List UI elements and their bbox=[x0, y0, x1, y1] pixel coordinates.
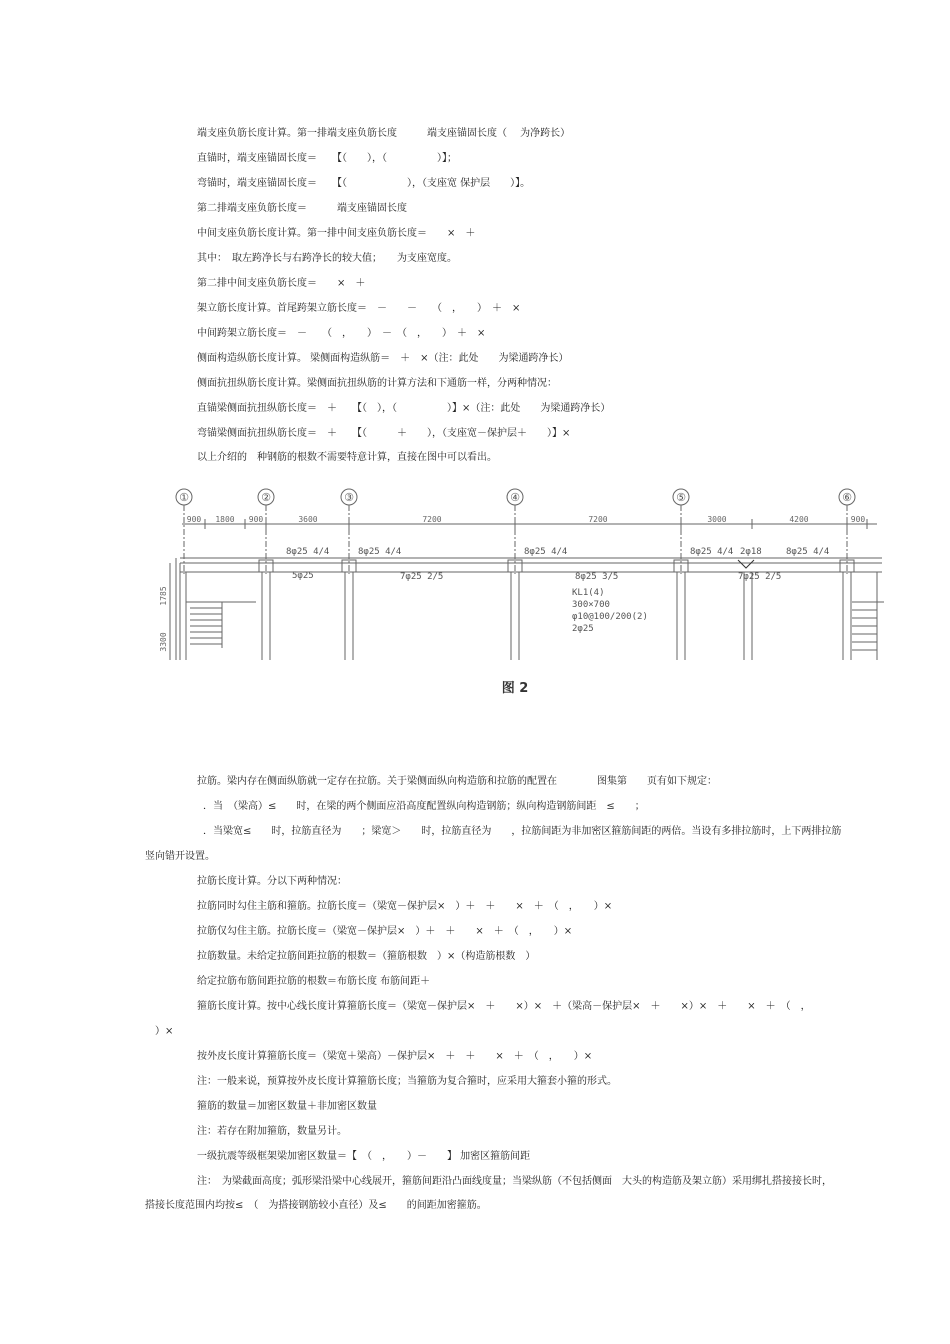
beam-spec-label: 2φ25 bbox=[572, 624, 594, 634]
text-line: 注： 为梁截面高度；弧形梁沿梁中心线展开，箍筋间距沿凸面线度量；当梁纵筋（不包括侧面 大头的构造筋及架立筋）采用绑扎搭接接长时， bbox=[197, 1176, 832, 1187]
text-line: 注：若存在附加箍筋，数量另计。 bbox=[197, 1126, 347, 1137]
top-rebar-label: 8φ25 4/4 bbox=[690, 547, 734, 557]
text-line: 中间跨架立筋长度＝ － （ ， ） － （ ， ） ＋ × bbox=[197, 328, 486, 339]
text-line: 侧面抗扭纵筋长度计算。梁侧面抗扭纵筋的计算方法和下通筋一样，分两种情况： bbox=[197, 378, 557, 389]
dimension-label: 1800 bbox=[215, 515, 235, 524]
text-line: 第二排端支座负筋长度＝ 端支座锚固长度 bbox=[197, 203, 407, 214]
axis-label: ④ bbox=[510, 491, 520, 504]
text-line: 竖向错开设置。 bbox=[145, 851, 215, 862]
top-rebar-label: 8φ25 4/4 bbox=[786, 547, 830, 557]
text-line: 侧面构造纵筋长度计算。 梁侧面构造纵筋＝ ＋ ×（注：此处 为梁通跨净长） bbox=[197, 353, 569, 364]
bottom-rebar-label: 5φ25 bbox=[292, 571, 314, 581]
beam-spec-label: 300×700 bbox=[572, 600, 610, 610]
axis-label: ③ bbox=[344, 491, 354, 504]
text-line: 弯锚梁侧面抗扭纵筋长度＝ ＋ 【（ ＋ ），（支座宽－保护层＋ ）】× bbox=[197, 428, 571, 439]
bottom-rebar-label: 7φ25 2/5 bbox=[738, 572, 782, 582]
dimension-label: 900 bbox=[850, 515, 866, 524]
top-rebar-label: 8φ25 4/4 bbox=[286, 547, 330, 557]
figure-caption: 图 2 bbox=[501, 681, 529, 696]
text-line: 拉筋数量。未给定拉筋间距拉筋的根数＝（箍筋根数 ）×（构造筋根数 ） bbox=[197, 951, 536, 962]
height-label: 1785 bbox=[159, 586, 168, 606]
text-line: 端支座负筋长度计算。第一排端支座负筋长度 端支座锚固长度（ 为净跨长） bbox=[197, 128, 571, 139]
text-line: 拉筋仅勾住主筋。拉筋长度＝（梁宽－保护层× ）＋ ＋ × ＋ （ ， ）× bbox=[197, 926, 573, 937]
text-line: 给定拉筋布筋间距拉筋的根数＝布筋长度 布筋间距＋ bbox=[197, 976, 431, 987]
bottom-rebar-label: 7φ25 2/5 bbox=[400, 572, 444, 582]
dimension-label: 3000 bbox=[707, 515, 727, 524]
text-line: 其中： 取左跨净长与右跨净长的较大值； 为支座宽度。 bbox=[197, 253, 457, 264]
axis-label: ⑤ bbox=[676, 491, 686, 504]
text-line: 第二排中间支座负筋长度＝ × ＋ bbox=[197, 278, 366, 289]
axis-label: ② bbox=[261, 491, 271, 504]
height-label: 3300 bbox=[159, 632, 168, 652]
text-line: 箍筋的数量＝加密区数量＋非加密区数量 bbox=[197, 1101, 377, 1112]
dimension-label: 900 bbox=[248, 515, 264, 524]
text-line: 拉筋长度计算。分以下两种情况： bbox=[197, 876, 347, 887]
dimension-label: 3600 bbox=[298, 515, 318, 524]
beam-spec-label: φ10@100/200(2) bbox=[572, 612, 648, 622]
top-rebar-label: 8φ25 4/4 bbox=[358, 547, 402, 557]
axis-label: ⑥ bbox=[842, 491, 852, 504]
text-line: 按外皮长度计算箍筋长度＝（梁宽＋梁高）－保护层× ＋ ＋ × ＋ （ ， ）× bbox=[197, 1051, 593, 1062]
dimension-label: 900 bbox=[186, 515, 202, 524]
beam-spec-label: KL1(4) bbox=[572, 588, 605, 598]
text-line: 以上介绍的 种钢筋的根数不需要特意计算，直接在图中可以看出。 bbox=[197, 452, 497, 463]
beam-drawing-svg bbox=[159, 484, 887, 704]
text-line: 箍筋长度计算。按中心线长度计算箍筋长度＝（梁宽－保护层× ＋ ×）× ＋（梁高－保护层× ＋ ×）× ＋ × ＋ （ ， bbox=[197, 1001, 811, 1012]
top-rebar-label: 2φ18 bbox=[740, 547, 762, 557]
text-line: ．当梁宽≤ 时，拉筋直径为 ；梁宽＞ 时，拉筋直径为 ，拉筋间距为非加密区箍筋间距的两倍。当设有多排拉筋时，上下两排拉筋 bbox=[203, 826, 842, 837]
dimension-label: 4200 bbox=[789, 515, 809, 524]
beam-drawing bbox=[159, 484, 887, 704]
text-line: ．当 （梁高）≤ 时，在梁的两个侧面应沿高度配置纵向构造钢筋；纵向构造钢筋间距 ≤ ； bbox=[203, 801, 645, 812]
text-line: 中间支座负筋长度计算。第一排中间支座负筋长度＝ × ＋ bbox=[197, 228, 476, 239]
dimension-label: 7200 bbox=[588, 515, 608, 524]
top-rebar-label: 8φ25 4/4 bbox=[524, 547, 568, 557]
text-line: 搭接长度范围内均按≤ （ 为搭接钢筋较小直径）及≤ 的间距加密箍筋。 bbox=[145, 1200, 487, 1211]
text-line: 直锚时，端支座锚固长度＝ 【（ ），（ ）】； bbox=[197, 153, 457, 164]
text-line: 弯锚时，端支座锚固长度＝ 【（ ），（支座宽 保护层 ）】。 bbox=[197, 178, 531, 189]
bottom-rebar-label: 8φ25 3/5 bbox=[575, 572, 619, 582]
axis-label: ① bbox=[179, 491, 189, 504]
text-line: 拉筋同时勾住主筋和箍筋。拉筋长度＝（梁宽－保护层× ）＋ ＋ × ＋ （ ， ）× bbox=[197, 901, 613, 912]
text-line: 直锚梁侧面抗扭纵筋长度＝ ＋ 【（ ），（ ）】×（注：此处 为梁通跨净长） bbox=[197, 403, 611, 414]
text-line: 架立筋长度计算。首尾跨架立筋长度＝ － － （ ， ） ＋ × bbox=[197, 303, 521, 314]
dimension-label: 7200 bbox=[422, 515, 442, 524]
text-line: 注：一般来说，预算按外皮长度计算箍筋长度；当箍筋为复合箍时，应采用大箍套小箍的形式。 bbox=[197, 1076, 617, 1087]
text-line: 一级抗震等级框架梁加密区数量＝【 （ ， ）－ 】 加密区箍筋间距 bbox=[197, 1151, 531, 1162]
text-line: 拉筋。梁内存在侧面纵筋就一定存在拉筋。关于梁侧面纵向构造筋和拉筋的配置在 图集第 页有如下规定： bbox=[197, 776, 717, 787]
text-line: ）× bbox=[155, 1026, 174, 1037]
